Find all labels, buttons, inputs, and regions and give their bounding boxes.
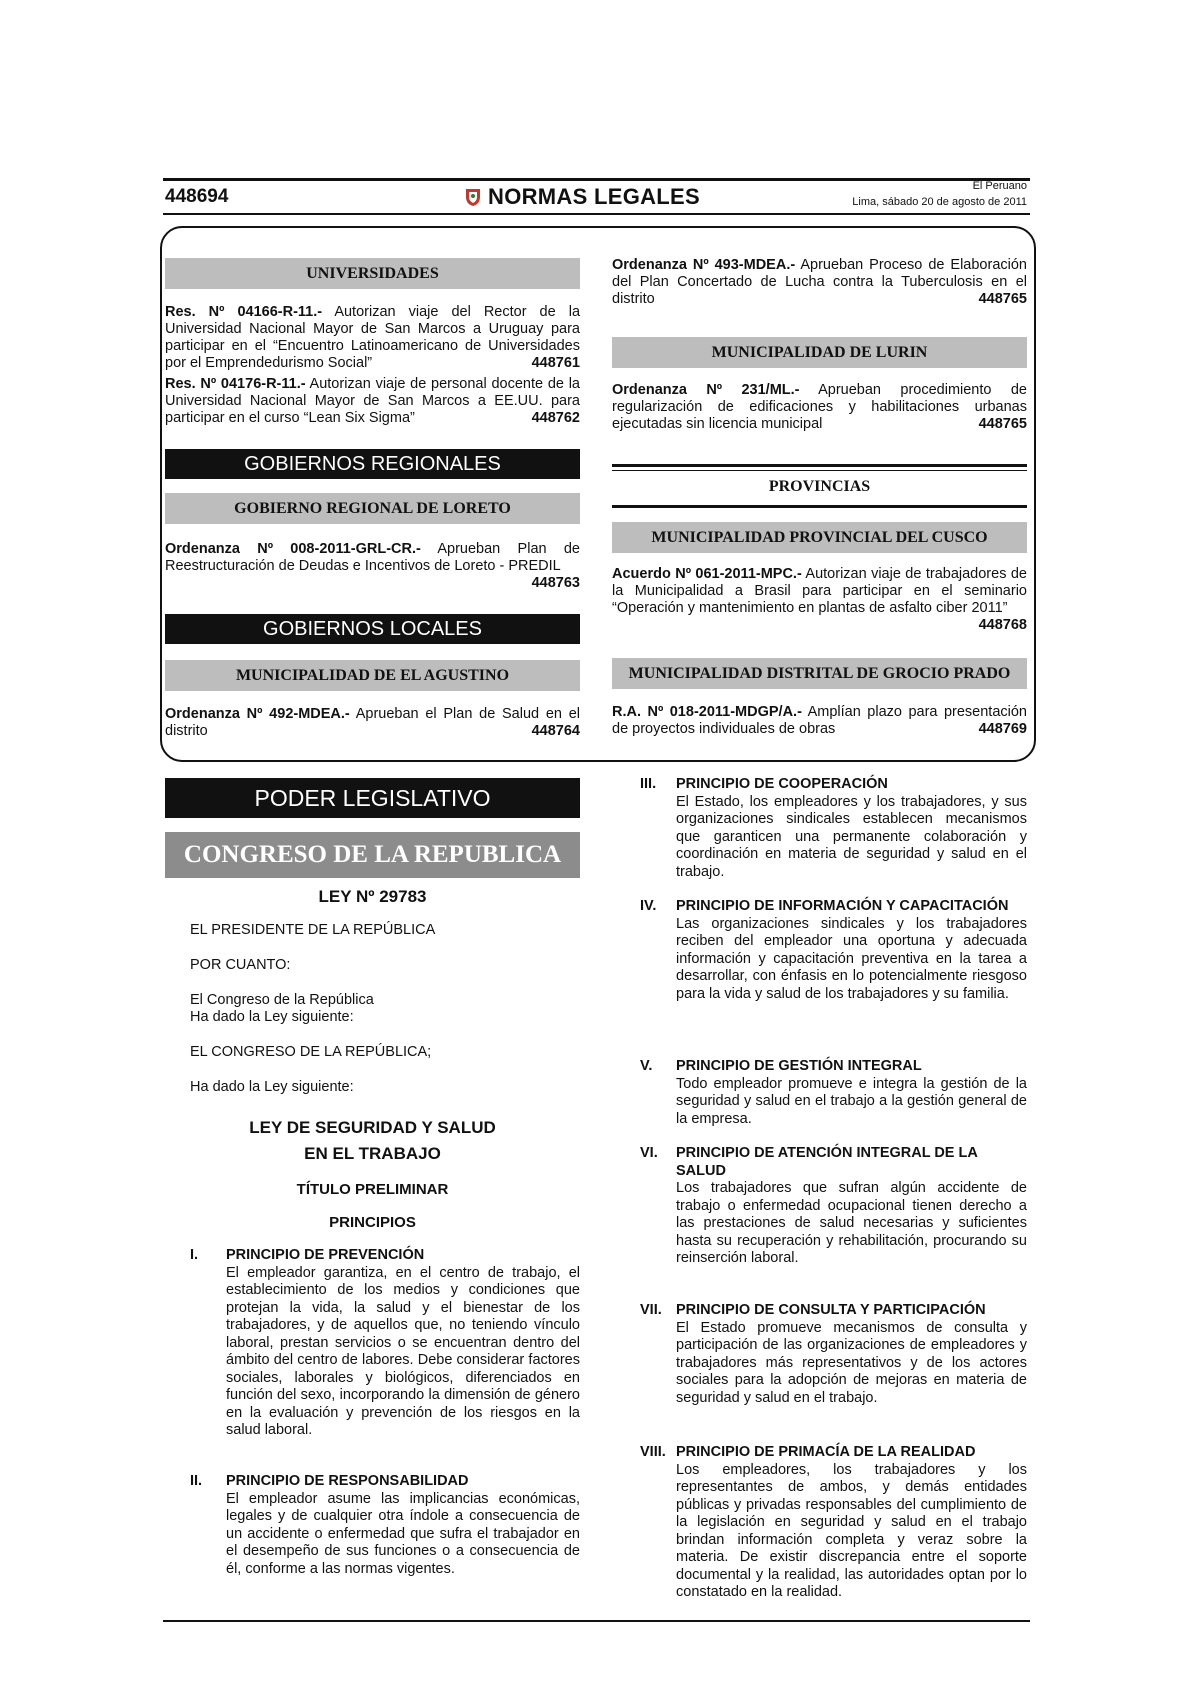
preamble-congreso-line1: El Congreso de la República [190, 992, 374, 1008]
summary-entry [165, 376, 580, 427]
entry-reference: Ordenanza Nº 008-2011-GRL-CR.- [165, 541, 421, 557]
summary-entry [612, 704, 1027, 738]
article-body: El empleador garantiza, en el centro de trabajo, el establecimiento de los medios y condiciones que protejan la vida, la salud y el bienestar de los trabajadores, y de aquellos que, no teniendo vínculo laboral, prestan servicios o se encuentran dentro del ámbito del centro de labores. Debe considerar factores sociales, laborales y biológicos, diferenciados en función del sexo, incorporando la dimensión de género en la evaluación y prevención de los riesgos en la salud laboral. [226, 1264, 580, 1438]
article-number: III. [640, 776, 657, 792]
page-number: 448694 [165, 186, 229, 207]
divider-rule [612, 464, 1027, 467]
coat-of-arms-icon [464, 187, 482, 207]
section-heading-grocio-prado: MUNICIPALIDAD DISTRITAL DE GROCIO PRADO [612, 658, 1027, 689]
article-title: PRINCIPIO DE COOPERACIÓN [676, 776, 888, 792]
section-heading-poder-legislativo: PODER LEGISLATIVO [165, 778, 580, 818]
article-title: PRINCIPIO DE CONSULTA Y PARTICIPACIÓN [676, 1302, 986, 1318]
summary-entry [165, 304, 580, 372]
summary-entry [612, 382, 1027, 433]
summary-entry [612, 257, 1027, 308]
header-bottom-rule [163, 213, 1030, 215]
entry-reference: Ordenanza Nº 231/ML.- [612, 382, 800, 398]
divider-rule [612, 505, 1027, 508]
section-heading-universidades: UNIVERSIDADES [165, 258, 580, 289]
entry-text: Aprueban Proceso de Elaboración del Plan Concertado de Lucha contra la Tuberculosis en el distrito [612, 257, 1027, 307]
preamble-congreso-line2: Ha dado la Ley siguiente: [190, 1009, 354, 1025]
section-subheading-loreto: GOBIERNO REGIONAL DE LORETO [165, 493, 580, 524]
article-title: PRINCIPIO DE GESTIÓN INTEGRAL [676, 1058, 922, 1074]
entry-text: Aprueban procedimiento de regularización de edificaciones y habilitaciones urbanas ejecutadas sin licencia municipal [612, 382, 1027, 432]
footer-rule [163, 1620, 1030, 1622]
article [640, 1302, 1027, 1407]
entry-text: Autorizan viaje de personal docente de la Universidad Nacional Mayor de San Marcos a EE.UU. para participar en el curso “Lean Six Sigma” [165, 376, 580, 426]
entry-reference: Res. Nº 04176-R-11.- [165, 376, 306, 392]
entry-text: Autorizan viaje de trabajadores de la Municipalidad a Brasil para participar en el seminario “Operación y mantenimiento en plantas de asfalto ciber 2011” [612, 566, 1027, 616]
article-body: El empleador asume las implicancias económicas, legales y de cualquier otra índole a consecuencia de un accidente o enfermedad que sufra el trabajador en el desempeño de sus funciones o a consecuencia de él, conforme a las normas vigentes. [226, 1490, 580, 1577]
article-title: PRINCIPIO DE RESPONSABILIDAD [226, 1473, 469, 1489]
article [640, 898, 1027, 1003]
article-number: VIII. [640, 1444, 666, 1460]
entry-text: Aprueban el Plan de Salud en el distrito [165, 706, 580, 739]
entry-reference: Res. Nº 04166-R-11.- [165, 304, 323, 320]
article-title: PRINCIPIO DE INFORMACIÓN Y CAPACITACIÓN [676, 898, 1009, 914]
entry-page-number: 448764 [531, 723, 580, 739]
preamble-el-congreso: EL CONGRESO DE LA REPÚBLICA; [190, 1044, 432, 1060]
article-number: VII. [640, 1302, 662, 1318]
principios-heading: PRINCIPIOS [329, 1214, 416, 1231]
entry-text: Aprueban Plan de Reestructuración de Deudas e Incentivos de Loreto - PREDIL [165, 541, 580, 574]
article-title: PRINCIPIO DE ATENCIÓN INTEGRAL DE LA SALUD [676, 1145, 978, 1179]
article [640, 1145, 1027, 1268]
entry-text: Amplían plazo para presentación de proyectos individuales de obras [612, 704, 1027, 737]
entry-text: Autorizan viaje del Rector de la Universidad Nacional Mayor de San Marcos a Uruguay para participar en el “Encuentro Latinoamericano de Universidades por el Emprendedurismo Social” [165, 304, 581, 371]
divider-rule [612, 470, 1027, 471]
article [190, 1473, 580, 1578]
section-heading-cusco: MUNICIPALIDAD PROVINCIAL DEL CUSCO [612, 522, 1027, 553]
article-number: I. [190, 1247, 199, 1263]
publication-title [464, 184, 700, 210]
section-heading-gobiernos-locales: GOBIERNOS LOCALES [165, 614, 580, 644]
entry-page-number: 448761 [531, 355, 580, 371]
entry-page-number: 448762 [531, 410, 580, 426]
section-heading-congreso: CONGRESO DE LA REPUBLICA [165, 832, 580, 878]
article-title: PRINCIPIO DE PRIMACÍA DE LA REALIDAD [676, 1444, 976, 1460]
article-number: VI. [640, 1145, 658, 1161]
section-heading-provincias: PROVINCIAS [768, 478, 871, 495]
article-number: II. [190, 1473, 203, 1489]
summary-entry [165, 706, 580, 740]
article [640, 1058, 1027, 1128]
entry-page-number: 448765 [978, 291, 1027, 307]
entry-page-number: 448768 [978, 617, 1027, 633]
article [640, 1444, 1027, 1602]
section-subheading-el-agustino: MUNICIPALIDAD DE EL AGUSTINO [165, 660, 580, 691]
section-heading-gobiernos-regionales: GOBIERNOS REGIONALES [165, 449, 580, 479]
publisher-name: El Peruano [972, 180, 1027, 192]
publication-title-text: NORMAS LEGALES [488, 184, 700, 209]
issue-date: Lima, sábado 20 de agosto de 2011 [852, 196, 1027, 208]
article-title: PRINCIPIO DE PREVENCIÓN [226, 1247, 425, 1263]
law-title-line1: LEY DE SEGURIDAD Y SALUD [249, 1118, 496, 1137]
article-body: Las organizaciones sindicales y los trabajadores reciben del empleador una oportuna y adecuada información y capacitación preventiva en la tarea a desarrollar, con énfasis en lo potencialmente riesgoso para la vida y salud de los trabajadores y su familia. [676, 915, 1027, 1002]
article [640, 776, 1027, 881]
section-heading-lurin: MUNICIPALIDAD DE LURIN [612, 337, 1027, 368]
preamble-ha-dado: Ha dado la Ley siguiente: [190, 1079, 354, 1095]
entry-page-number: 448763 [531, 575, 580, 591]
article-body: El Estado, los empleadores y los trabajadores, y sus organizaciones sindicales establecen mecanismos que garanticen una permanente colaboración y coordinación en materia de seguridad y salud en el trabajo. [676, 793, 1027, 880]
preamble-por-cuanto: POR CUANTO: [190, 957, 291, 973]
article [190, 1247, 580, 1440]
law-number: LEY Nº 29783 [318, 887, 427, 906]
article-number: V. [640, 1058, 653, 1074]
article-body: Los trabajadores que sufran algún accidente de trabajo o enfermedad ocupacional tienen derecho a las prestaciones de salud necesarias y suficientes hasta su recuperación y rehabilitación, procurando su reinserción laboral. [676, 1180, 1027, 1266]
preamble-president: EL PRESIDENTE DE LA REPÚBLICA [190, 922, 436, 938]
entry-reference: Ordenanza Nº 493-MDEA.- [612, 257, 796, 273]
titulo-preliminar: TÍTULO PRELIMINAR [296, 1181, 449, 1198]
article-body: Todo empleador promueve e integra la gestión de la seguridad y salud en el trabajo a la gestión general de la empresa. [676, 1075, 1027, 1127]
summary-entry [165, 541, 580, 592]
entry-reference: Ordenanza Nº 492-MDEA.- [165, 706, 350, 722]
header-top-rule [163, 178, 1030, 181]
article-body: Los empleadores, los trabajadores y los representantes de ambos, y demás entidades públicas y privadas responsables del cumplimiento de la legislación en seguridad y salud en el trabajo brindan información completa y veraz sobre la materia. De existir discrepancia entre el soporte documental y la realidad, las autoridades optan por lo constatado en la realidad. [676, 1461, 1027, 1600]
entry-reference: R.A. Nº 018-2011-MDGP/A.- [612, 704, 802, 720]
entry-page-number: 448769 [978, 721, 1027, 737]
law-title-line2: EN EL TRABAJO [304, 1144, 441, 1163]
article-number: IV. [640, 898, 657, 914]
summary-entry [612, 566, 1027, 634]
article-body: El Estado promueve mecanismos de consulta y participación de las organizaciones de empleadores y trabajadores más representativos y de los actores sociales para la adopción de mejoras en materia de seguridad y salud en el trabajo. [676, 1319, 1027, 1406]
entry-page-number: 448765 [978, 416, 1027, 432]
entry-reference: Acuerdo Nº 061-2011-MPC.- [612, 566, 802, 582]
